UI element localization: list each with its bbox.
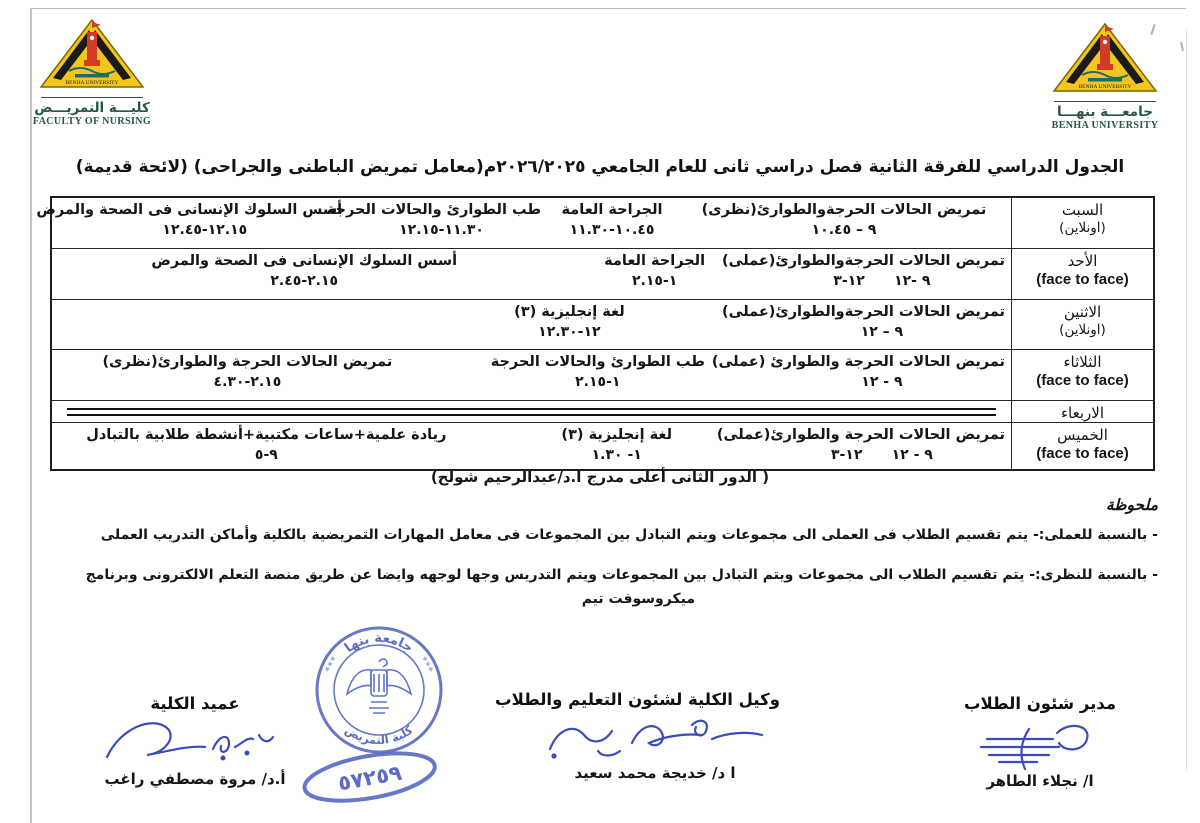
- faculty-name-english: FACULTY OF NURSING: [32, 116, 152, 127]
- subject-time: ١-٢.١٥: [575, 374, 621, 390]
- signature-name: ا/ نجلاء الطاهر: [986, 772, 1094, 790]
- note-practical: - بالنسبة للعملى:- يتم تقسيم الطلاب فى العملى الى مجموعات ويتم التبادل بين المجموعات فى معامل المهارات التمريضية بالكلية وأماكن التدريب العملى: [100, 527, 1158, 543]
- subject-time: ١٠.٤٥-١١.٣٠: [569, 222, 655, 238]
- subject-time: ٩ - ١٢: [861, 374, 903, 390]
- logo-divider: [41, 97, 143, 98]
- eagle-icon: [347, 659, 411, 713]
- subject-name: تمريض الحالات الحرجةوالطوارئ(نظرى): [701, 202, 987, 218]
- subject-name: لغة إنجليزية (٣): [514, 304, 625, 320]
- subject-cell: [58, 423, 475, 469]
- day-name: الثلاثاء: [1063, 353, 1102, 371]
- day-name: السبت: [1061, 201, 1104, 219]
- day-cell: [1011, 198, 1153, 248]
- signature-block-student-affairs: [945, 694, 1135, 790]
- svg-text:BENHA UNIVERSITY: BENHA UNIVERSITY: [65, 80, 119, 86]
- subject-name: طب الطوارئ والحالات الحرجة: [490, 354, 705, 370]
- day-mode: (اونلاين): [1059, 220, 1106, 236]
- subject-cell: [721, 249, 1005, 299]
- hall-location-note: ( الدور الثانى أعلى مدرج ا.د/عبدالرحيم شولح): [430, 468, 770, 486]
- subject-cell: [683, 198, 1005, 248]
- day-cell: [1011, 423, 1153, 469]
- day-name: الأحد: [1067, 252, 1098, 270]
- table-row: [36, 198, 1153, 248]
- scan-edge-top: [30, 8, 1186, 9]
- subject-cell: [711, 350, 1005, 400]
- subject-cell: [541, 198, 683, 248]
- faculty-name-arabic: كليـــة التمريـــض: [34, 100, 150, 116]
- day-subjects: [52, 350, 1011, 400]
- day-subjects: [52, 300, 1011, 349]
- signature-title: عميد الكلية: [150, 694, 240, 713]
- university-name-english: BENHA UNIVERSITY: [1051, 120, 1159, 131]
- subject-cell: [380, 300, 759, 349]
- day-subjects: [52, 401, 1011, 422]
- logo-divider: [1054, 101, 1156, 102]
- day-subjects: [52, 249, 1011, 299]
- stamp-number: ٥٧٢٥٩: [336, 760, 404, 796]
- subject-name: الجراحة العامة: [561, 202, 663, 218]
- subject-time: ١٢-١٢.٣٠: [538, 324, 601, 340]
- page-title: الجدول الدراسي للفرقة الثانية فصل دراسي ثانى للعام الجامعي ٢٠٢٦/٢٠٢٥م(معامل تمريض الباطنى والجراحى) (لائحة قديمة): [75, 157, 1125, 177]
- notes-heading: ملحوظة: [1105, 496, 1158, 514]
- subject-cell: [550, 249, 758, 299]
- subject-time: ٩ – ١٢: [860, 324, 904, 340]
- subject-name: أسس السلوك الإنسانى فى الصحة والمرض: [36, 202, 343, 218]
- subject-time: ٢.١٥-٢.٤٥: [270, 273, 339, 289]
- signature-name: ا د/ خديجة محمد سعيد: [574, 764, 736, 782]
- day-cell: [1011, 350, 1153, 400]
- subject-name: تمريض الحالات الحرجةوالطوارئ(عملى): [721, 304, 1005, 320]
- note-theoretical-continued: ميكروسوفت تيم: [581, 591, 695, 607]
- subject-cell: [716, 423, 1005, 469]
- vice-dean-signature-icon: [540, 711, 770, 763]
- subject-cell: [58, 249, 550, 299]
- subject-time: ١- ١.٣٠: [591, 447, 642, 463]
- subject-name: ريادة علمية+ساعات مكتبية+أنشطة طلابية بالتبادل: [86, 427, 447, 443]
- subject-cell: [475, 423, 759, 469]
- stamp-top-text: جامعة بنها: [342, 630, 416, 657]
- day-mode: (face to face): [1036, 372, 1129, 389]
- subject-time: ٩ - ١٢ ١٢-٣: [830, 447, 933, 463]
- subject-name: لغة إنجليزية (٣): [561, 427, 673, 443]
- subject-time: ٩ -١٢ ١٢-٣: [833, 273, 931, 289]
- table-row: [52, 349, 1153, 400]
- university-logo: [1035, 20, 1175, 131]
- subject-time: ١١.٣٠-١٢.١٥: [399, 222, 484, 238]
- subject-time: ٢.١٥-٤.٣٠: [213, 374, 282, 390]
- faculty-logo: [22, 16, 162, 127]
- signature-name: أ.د/ مروة مصطفي راغب: [104, 770, 286, 788]
- signature-block-dean: [90, 694, 300, 788]
- day-mode: (face to face): [1036, 445, 1129, 462]
- day-cell: [1011, 401, 1153, 422]
- scan-edge-left: [30, 8, 32, 823]
- day-cell: [1011, 300, 1153, 349]
- student-affairs-signature-icon: [965, 715, 1115, 771]
- signature-title: وكيل الكلية لشئون التعليم والطلاب: [495, 690, 780, 709]
- subject-cell: [326, 198, 541, 248]
- svg-text:✳✳✳: ✳✳✳: [419, 654, 436, 674]
- stamp-bottom-text: كلية التمريض: [342, 722, 416, 748]
- day-name: الاربعاء: [1060, 404, 1104, 422]
- subject-time: ٩ – ١٠.٤٥: [811, 222, 877, 238]
- day-subjects: [52, 423, 1011, 469]
- subject-time: ١-٢.١٥: [631, 273, 678, 289]
- university-emblem-icon: [36, 16, 148, 92]
- subject-cell: [36, 198, 343, 248]
- dean-signature-icon: [95, 715, 295, 769]
- day-mode: (اونلاين): [1059, 322, 1106, 338]
- day-cell: [1011, 249, 1153, 299]
- university-name-arabic: جامعـــة بنهـــا: [1057, 104, 1153, 120]
- table-row: [52, 248, 1153, 299]
- table-row: [52, 299, 1153, 349]
- subject-cell: [437, 350, 759, 400]
- subject-time: ١٢.١٥-١٢.٤٥: [162, 222, 248, 238]
- subject-name: الجراحة العامة: [604, 253, 706, 269]
- table-row: [52, 422, 1153, 469]
- day-subjects: [36, 198, 1011, 248]
- subject-cell: [58, 350, 437, 400]
- schedule-table: [36, 196, 1155, 471]
- subject-name: أسس السلوك الإنسانى فى الصحة والمرض: [151, 253, 458, 269]
- day-mode: (face to face): [1036, 271, 1129, 288]
- subject-name: تمريض الحالات الحرجةوالطوارئ(عملى): [721, 253, 1005, 269]
- subject-name: تمريض الحالات الحرجة والطوارئ(عملى): [716, 427, 1005, 443]
- svg-text:BENHA UNIVERSITY: BENHA UNIVERSITY: [1078, 84, 1132, 90]
- empty-day-line: [67, 408, 995, 416]
- day-name: الخميس: [1057, 426, 1108, 444]
- signature-title: مدير شئون الطلاب: [963, 694, 1117, 713]
- day-name: الاثنين: [1063, 303, 1102, 321]
- subject-name: تمريض الحالات الحرجة والطوارئ(نظرى): [102, 354, 393, 370]
- subject-name: تمريض الحالات الحرجة والطوارئ (عملى): [711, 354, 1005, 370]
- subject-cell: [721, 300, 1005, 349]
- signature-block-vice-dean: [495, 690, 780, 782]
- svg-text:✳✳✳: ✳✳✳: [322, 654, 339, 674]
- subject-time: ٩-٥: [254, 447, 278, 463]
- note-theoretical: - بالنسبة للنظرى:- يتم تقسيم الطلاب الى مجموعات ويتم التبادل بين المجموعات ويتم التدريس وجها لوجهه وايضا عن طريق منصة التعلم الالكترونى وبرنامج: [85, 567, 1158, 583]
- scan-edge-right: [1186, 30, 1187, 770]
- subject-name: طب الطوارئ والحالات الحرجة: [326, 202, 541, 218]
- university-emblem-icon: [1049, 20, 1161, 96]
- pen-mark: [1180, 42, 1184, 51]
- table-row: [52, 400, 1153, 422]
